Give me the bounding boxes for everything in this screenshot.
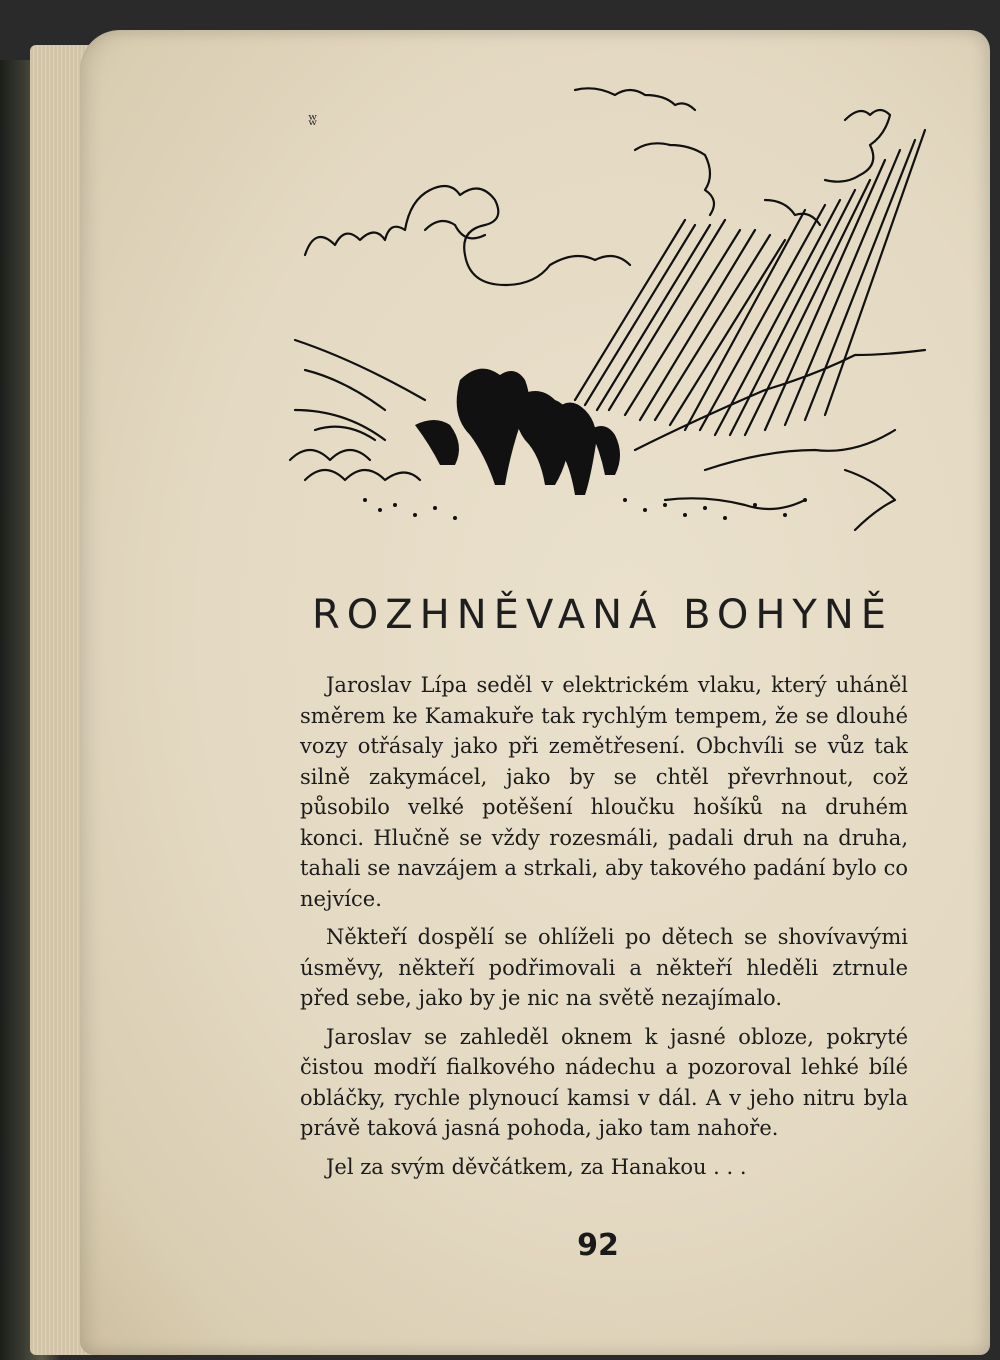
cloud-outline — [575, 88, 695, 110]
hill-outline — [665, 498, 805, 509]
wave-line — [305, 470, 420, 480]
paragraph: Jaroslav se zahleděl oknem k jasné obloze, pokryté čistou modří fialkového nádechu a pozoroval lehké bílé obláčky, rychle plynoucí kamsi v dál. A v jeho nitru byla právě taková jasná pohoda, jako tam nahoře. — [300, 1024, 908, 1140]
page-number: 92 — [577, 1228, 619, 1263]
cloud-outline — [635, 143, 714, 215]
wave-line — [305, 370, 385, 410]
rain-streak — [670, 240, 785, 425]
rain-streak — [825, 130, 925, 415]
rain-streak — [597, 225, 710, 410]
cloud-outline — [765, 200, 820, 225]
rain-streak — [745, 180, 870, 435]
storm-landscape-illustration — [285, 80, 935, 540]
rain-streak — [685, 210, 805, 430]
cloud-outline — [425, 221, 485, 238]
printer-mark-icon: ʬ — [308, 110, 318, 129]
hill-outline — [705, 430, 895, 470]
stipple-dots — [363, 498, 807, 520]
rain-streak — [785, 150, 900, 425]
chapter-title: ROZHNĚVANÁ BOHYNĚ — [312, 592, 894, 638]
paragraph: Někteří dospělí se ohlíželi po dětech se shovívavými úsměvy, někteří podřimovali a někteří hleděli ztrnule před sebe, jako by je nic na světě nezajímalo. — [300, 925, 908, 1010]
paragraph: Jaroslav Lípa seděl v elektrickém vlaku, který uháněl směrem ke Kamakuře tak rychlým tempem, že se dlouhé vozy otřásaly jako při zemětřesení. Obchvíli se vůz tak silně zakymácel, jako by se chtěl převrhnout, což působilo velké potěšení hloučku hošíků na druhém konci. Hlučně se vždy rozesmáli, padali druh na druha, tahali se navzájem a strkali, aby takového padání bylo co nejvíce. — [300, 673, 908, 911]
wave-line — [295, 410, 385, 440]
paragraph: Jel za svým děvčátkem, za Hanakou . . . — [326, 1154, 747, 1179]
body-text — [300, 670, 908, 1190]
cloud-outline — [305, 186, 630, 285]
bush-silhouette — [415, 420, 459, 465]
wave-line — [295, 340, 425, 400]
wave-line — [290, 450, 370, 460]
hill-outline — [845, 470, 895, 530]
rain-streak — [585, 225, 695, 405]
